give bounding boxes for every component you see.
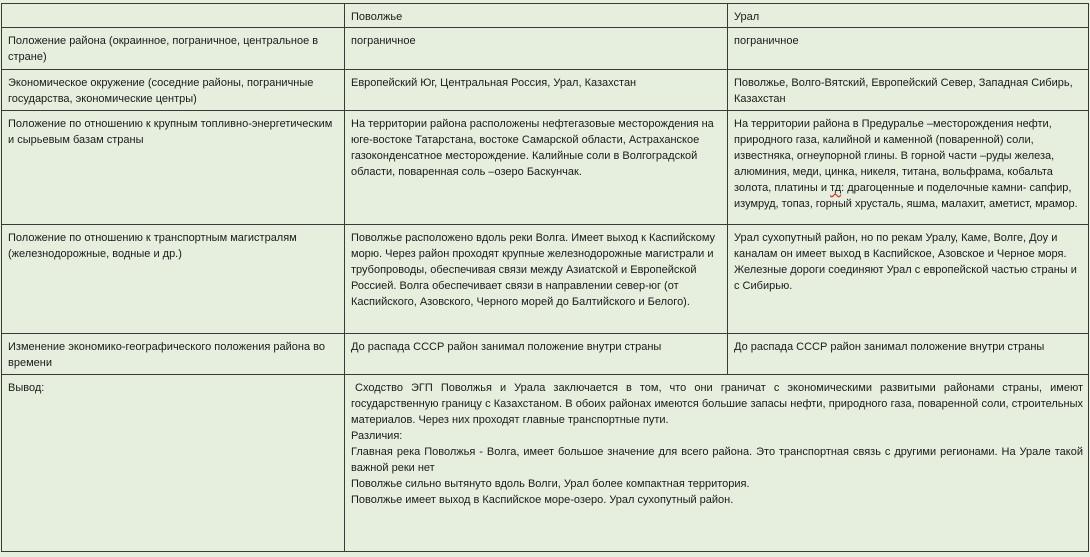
conclusion-row xyxy=(2,375,1089,552)
table-row xyxy=(2,111,1089,225)
volga-cell: До распада СССР район занимал положение внутри страны xyxy=(345,334,728,375)
spellcheck-mark: тд xyxy=(830,182,842,194)
ural-cell: Поволжье, Волго-Вятский, Европейский Север, Западная Сибирь, Казахстан xyxy=(728,70,1089,111)
table-row xyxy=(2,28,1089,70)
volga-cell: Европейский Юг, Центральная Россия, Урал, Казахстан xyxy=(345,70,728,111)
volga-cell: пограничное xyxy=(345,28,728,70)
table-header-row xyxy=(2,4,1089,28)
ural-cell: Урал сухопутный район, но по рекам Уралу, Каме, Волге, Доу и каналам он имеет выход в Каспийское, Азовское и Черное моря. Железные дороги соединяют Урал с европейской частью страны и с Сибирью. xyxy=(728,225,1089,334)
ural-cell: До распада СССР район занимал положение внутри страны xyxy=(728,334,1089,375)
difference-item: Поволжье сильно вытянуто вдоль Волги, Урал более компактная территория. xyxy=(351,478,750,490)
conclusion-cell xyxy=(345,375,1089,552)
row-label: Положение по отношению к транспортным магистралям (железнодорожные, водные и др.) xyxy=(2,225,345,334)
ural-cell: пограничное xyxy=(728,28,1089,70)
row-label: Изменение экономико-географического положения района во времени xyxy=(2,334,345,375)
difference-item: Поволжье имеет выход в Каспийское море-озеро. Урал сухопутный район. xyxy=(351,494,734,506)
header-ural: Урал xyxy=(728,4,1089,28)
row-label: Экономическое окружение (соседние районы, пограничные государства, экономические центры) xyxy=(2,70,345,111)
ural-cell xyxy=(728,111,1089,225)
table-row xyxy=(2,334,1089,375)
similarity-text: Сходство ЭГП Поволжья и Урала заключается в том, что они граничат с экономическими развитыми районами страны, имеют государственную границу с Казахстаном. В обоих районах имеются большие запасы нефти, природного газа, поваренной соли, строительных материалов. Через них проходят главные транспортные пути. xyxy=(351,382,1083,426)
table-row xyxy=(2,70,1089,111)
comparison-table xyxy=(1,3,1089,552)
header-empty-cell xyxy=(2,4,345,28)
volga-cell: На территории района расположены нефтегазовые месторождения на юге-востоке Татарстана, востоке Самарской области, Астраханское газоконденсатное месторождение. Калийные соли в Волгоградской области, поваренная соль –озеро Баскунчак. xyxy=(345,111,728,225)
ural-text-after: : драгоценные и поделочные камни- сапфир, изумруд, топаз, горный хрусталь, яшма, малахит, аметист, мрамор. xyxy=(734,182,1078,210)
ural-text-before: На территории района в Предуралье –месторождения нефти, природного газа, калийной и каменной (поваренной) соли, известняка, огнеупорной глины. В горной части –руды железа, алюминия, меди, цинка, никеля, титана, вольфрама, кобальта золота, платины и xyxy=(734,118,1055,194)
differences-title: Различия: xyxy=(351,430,403,442)
difference-item: Главная река Поволжья - Волга, имеет большое значение для всего района. Это транспортная связь с другими регионами. На Урале такой важной реки нет xyxy=(351,446,1083,474)
conclusion-label: Вывод: xyxy=(2,375,345,552)
table-row xyxy=(2,225,1089,334)
row-label: Положение по отношению к крупным топливно-энергетическим и сырьевым базам страны xyxy=(2,111,345,225)
header-volga: Поволжье xyxy=(345,4,728,28)
row-label: Положение района (окраинное, пограничное, центральное в стране) xyxy=(2,28,345,70)
volga-cell: Поволжье расположено вдоль реки Волга. Имеет выход к Каспийскому морю. Через район проходят крупные железнодорожные магистрали и трубопроводы, обеспечивая связи между Азиатской и Европейской Россией. Волга обеспечивает связи в направлении север-юг (от Каспийского, Азовского, Черного морей до Балтийского и Белого). xyxy=(345,225,728,334)
